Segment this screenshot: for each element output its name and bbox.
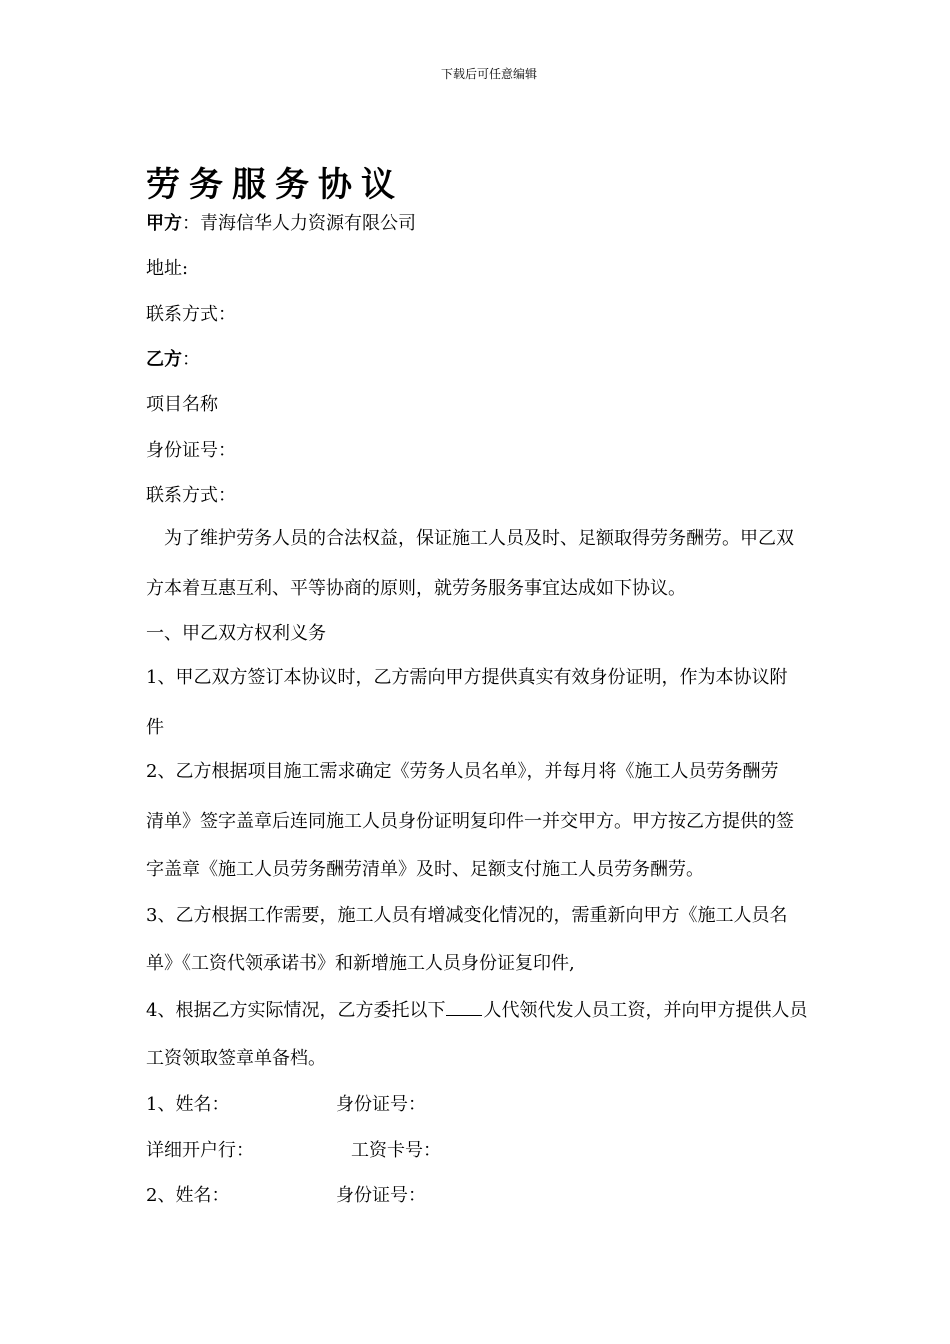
clause-4-line-2: 工资领取签章单备档。	[146, 1048, 326, 1069]
clause-2-line-3: 字盖章《施工人员劳务酬劳清单》及时、足额支付施工人员劳务酬劳。	[146, 859, 704, 880]
clause-1-line-1: 1、甲乙双方签订本协议时，乙方需向甲方提供真实有效身份证明，作为本协议附	[146, 667, 788, 688]
entry-1-card-label: 工资卡号：	[351, 1140, 441, 1161]
entry-2-id-label: 身份证号：	[336, 1185, 426, 1206]
intro-line-1: 为了维护劳务人员的合法权益，保证施工人员及时、足额取得劳务酬劳。甲乙双	[164, 528, 794, 549]
header-note: 下载后可任意编辑	[440, 67, 537, 81]
clause-3-line-2: 单》《工资代领承诺书》和新增施工人员身份证复印件,	[146, 953, 575, 974]
entry-1-bank-row	[146, 1139, 441, 1163]
party-b-label: 乙方	[146, 349, 182, 370]
clause-4-text-before: 4、根据乙方实际情况，乙方委托以下	[146, 1000, 446, 1021]
clause-4-line-1	[146, 997, 807, 1023]
clause-1-line-2: 件	[146, 717, 164, 738]
entry-1-row	[146, 1093, 426, 1117]
party-a-contact: 联系方式：	[146, 304, 236, 325]
entry-1-bank-label: 详细开户行：	[146, 1140, 254, 1161]
clause-4-text-after: 人代领代发人员工资，并向甲方提供人员	[483, 1000, 808, 1021]
clause-2-line-1: 2、乙方根据项目施工需求确定《劳务人员名单》，并每月将《施工人员劳务酬劳	[146, 761, 779, 782]
section-1-title: 一、甲乙双方权利义务	[146, 623, 326, 644]
intro-line-2: 方本着互惠互利、平等协商的原则，就劳务服务事宜达成如下协议。	[146, 578, 686, 599]
party-a-address: 地址:	[146, 258, 189, 279]
entry-2-row	[146, 1184, 426, 1208]
clause-3-line-1: 3、乙方根据工作需要，施工人员有增减变化情况的，需重新向甲方《施工人员名	[146, 905, 788, 926]
party-b-contact: 联系方式：	[146, 485, 236, 506]
clause-4-blank	[446, 997, 482, 1016]
clause-2-line-2: 清单》签字盖章后连同施工人员身份证明复印件一并交甲方。甲方按乙方提供的签	[146, 811, 794, 832]
party-b-id-number: 身份证号：	[146, 440, 236, 461]
party-b-colon: ：	[182, 349, 200, 370]
party-b-line	[146, 348, 200, 372]
entry-2-name-label: 2、姓名：	[146, 1185, 230, 1206]
party-a-line	[146, 212, 416, 236]
party-b-project: 项目名称	[146, 394, 218, 415]
party-a-label: 甲方	[146, 213, 182, 234]
entry-1-id-label: 身份证号：	[336, 1094, 426, 1115]
party-a-name: ：青海信华人力资源有限公司	[182, 213, 416, 234]
document-title: 劳务服务协议	[146, 165, 404, 205]
entry-1-name-label: 1、姓名：	[146, 1094, 230, 1115]
